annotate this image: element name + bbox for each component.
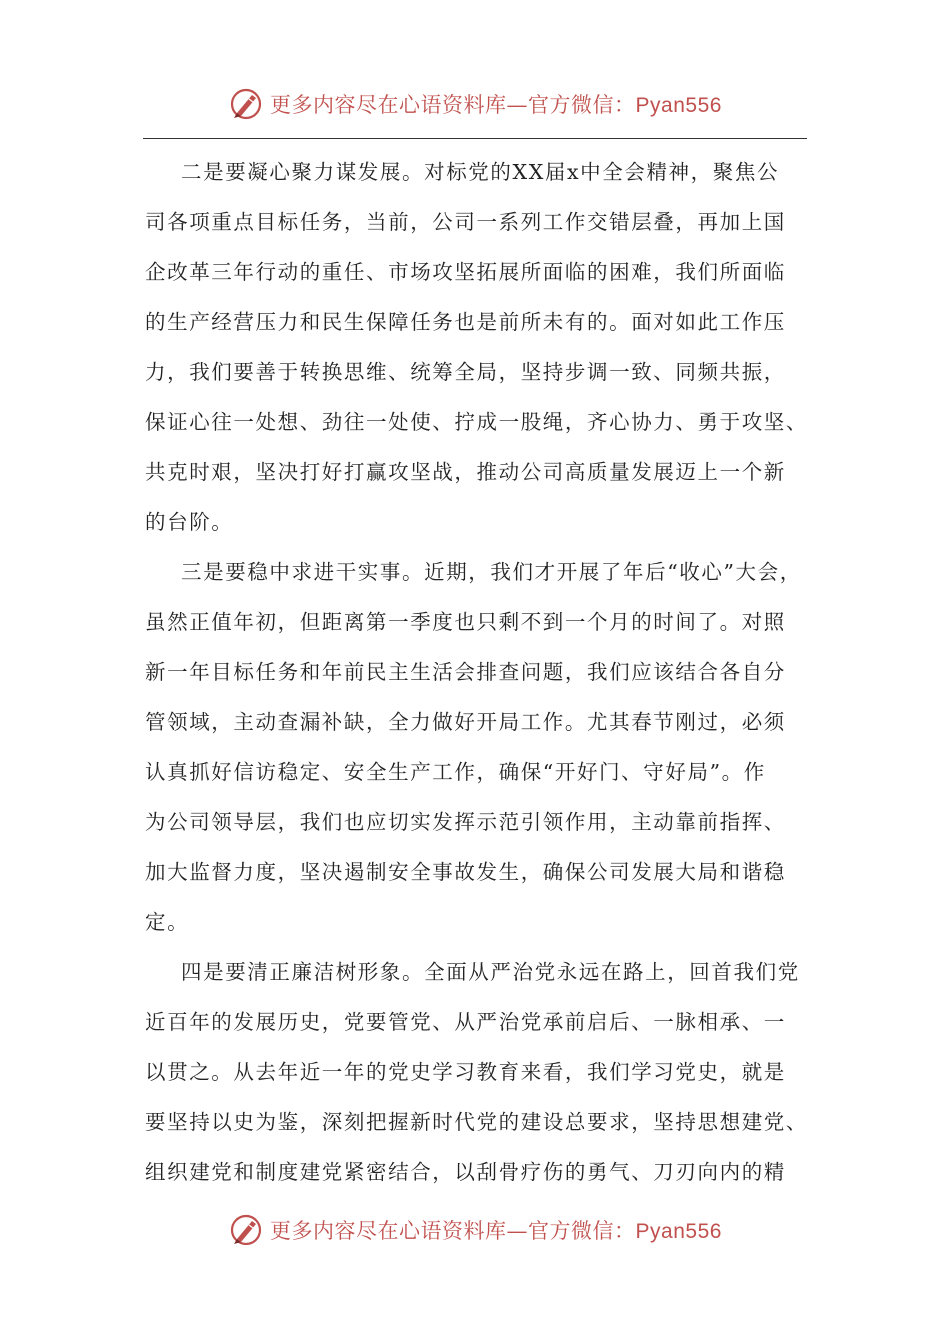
- pen-logo-icon: [228, 1212, 264, 1248]
- text-line: 四是要清正廉洁树形象。全面从严治党永远在路上，回首我们党: [181, 960, 800, 984]
- banner-wechat-id: Pyan556: [635, 94, 722, 117]
- text-line: 加大监督力度，坚决遏制安全事故发生，确保公司发展大局和谐稳: [145, 860, 786, 884]
- pen-logo-icon: [228, 86, 264, 122]
- text-line: 定。: [145, 910, 190, 934]
- text-line: 三是要稳中求进干实事。近期，我们才开展了年后“收心”大会，: [181, 560, 802, 584]
- banner-slogan: 更多内容尽在心语资料库—官方微信：: [270, 93, 636, 117]
- header-banner: [0, 82, 950, 126]
- text-line: 保证心往一处想、劲往一处使、拧成一股绳，齐心协力、勇于攻坚、: [145, 410, 808, 434]
- text-line: 司各项重点目标任务，当前，公司一系列工作交错层叠，再加上国: [145, 210, 786, 234]
- text-line: 共克时艰，坚决打好打赢攻坚战，推动公司高质量发展迈上一个新: [145, 460, 786, 484]
- text-line: 力，我们要善于转换思维、统筹全局，坚持步调一致、同频共振，: [145, 360, 786, 384]
- banner-text: [270, 1215, 722, 1245]
- text-line: 组织建党和制度建党紧密结合，以刮骨疗伤的勇气、刀刃向内的精: [145, 1160, 786, 1184]
- text-line: 二是要凝心聚力谋发展。对标党的XX届x中全会精神，聚焦公: [181, 160, 780, 184]
- footer-banner: [0, 1208, 950, 1252]
- text-line: 认真抓好信访稳定、安全生产工作，确保“开好门、守好局”。作: [145, 760, 766, 784]
- text-line: 为公司领导层，我们也应切实发挥示范引领作用，主动靠前指挥、: [145, 810, 786, 834]
- paragraph-1: [145, 150, 815, 550]
- text-line: 虽然正值年初，但距离第一季度也只剩不到一个月的时间了。对照: [145, 610, 786, 634]
- header-divider: [143, 138, 807, 139]
- text-line: 新一年目标任务和年前民主生活会排查问题，我们应该结合各自分: [145, 660, 786, 684]
- text-line: 近百年的发展历史，党要管党、从严治党承前启后、一脉相承、一: [145, 1010, 786, 1034]
- banner-slogan: 更多内容尽在心语资料库—官方微信：: [270, 1219, 636, 1243]
- text-line: 的台阶。: [145, 510, 234, 534]
- text-line: 要坚持以史为鉴，深刻把握新时代党的建设总要求，坚持思想建党、: [145, 1110, 808, 1134]
- paragraph-3: [145, 950, 815, 1200]
- text-line: 以贯之。从去年近一年的党史学习教育来看，我们学习党史，就是: [145, 1060, 786, 1084]
- banner-text: [270, 89, 722, 119]
- text-line: 管领域，主动查漏补缺，全力做好开局工作。尤其春节刚过，必须: [145, 710, 786, 734]
- document-body: [145, 150, 815, 1200]
- text-line: 的生产经营压力和民生保障任务也是前所未有的。面对如此工作压: [145, 310, 786, 334]
- banner-wechat-id: Pyan556: [635, 1220, 722, 1243]
- text-line: 企改革三年行动的重任、市场攻坚拓展所面临的困难，我们所面临: [145, 260, 786, 284]
- paragraph-2: [145, 550, 815, 950]
